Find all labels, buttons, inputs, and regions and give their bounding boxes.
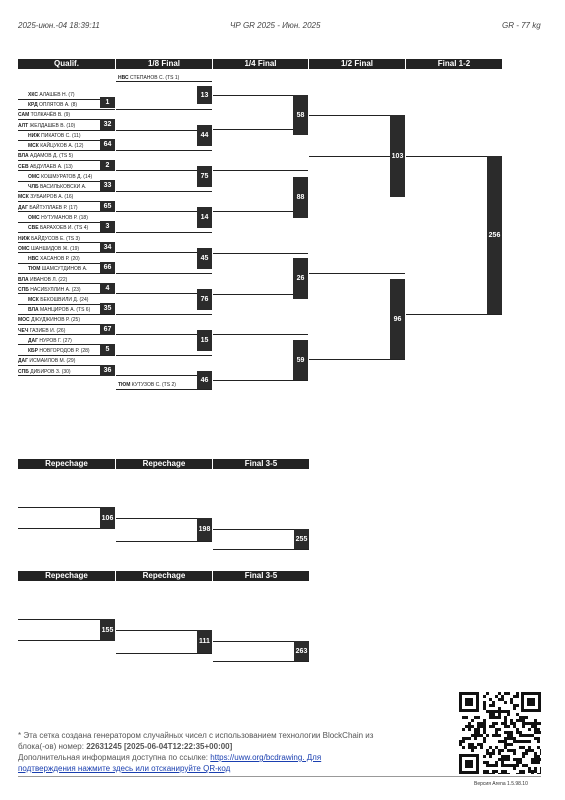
wrestler-name: ТОЛКАЧЁВ В. (9): [30, 112, 71, 118]
match-box-repechage-1[interactable]: 155: [100, 619, 115, 641]
link-suffix[interactable]: . Для: [302, 753, 322, 762]
wrestler-name: НАСИБУЛЛИН А. (23): [30, 287, 81, 293]
match-box-1-2[interactable]: 96: [390, 279, 405, 359]
team-code: ВЛА: [18, 153, 29, 159]
weight-category: GR - 77 kg: [502, 21, 541, 30]
wrestler-entry: [18, 317, 80, 323]
column-final-3-5: Final 3-5: [213, 459, 309, 469]
bracket-line: [18, 191, 115, 192]
bracket-line: [116, 109, 212, 110]
wrestler-name: ХАСАНОВ Р. (20): [40, 256, 80, 262]
wrestler-entry: [28, 174, 92, 180]
match-box-qualif[interactable]: 65: [100, 201, 115, 212]
match-box-1-4[interactable]: 88: [293, 177, 308, 218]
match-box-qualif[interactable]: 35: [100, 303, 115, 314]
bcdrawing-link[interactable]: https://uww.org/bcdrawing: [210, 753, 303, 762]
match-box-qualif[interactable]: 3: [100, 221, 115, 232]
wrestler-name: ЖЕЛДАШЕВ В. (10): [29, 123, 76, 129]
wrestler-entry: [28, 184, 86, 190]
wrestler-name: ДЖУДЖИНОВ Р. (25): [31, 317, 81, 323]
wrestler-name: БАРАХОЕВ И. (TS 4): [39, 225, 89, 231]
bracket-line: [116, 191, 212, 192]
bracket-line: [18, 314, 115, 315]
column-1-2-final: 1/2 Final: [309, 59, 405, 69]
bracket-line: [116, 150, 212, 151]
wrestler-entry: [28, 266, 87, 272]
column-1-4-final: 1/4 Final: [213, 59, 308, 69]
footer-line-2: [18, 741, 448, 752]
column-repechage-1: Repechage: [18, 459, 115, 469]
wrestler-entry: [18, 123, 75, 129]
match-box-final-3-5[interactable]: 255: [294, 529, 309, 549]
confirm-link[interactable]: подтверждения нажмите здесь или отсканируйте QR-код: [18, 764, 231, 773]
team-code: САМ: [18, 112, 30, 118]
match-box-qualif[interactable]: 2: [100, 160, 115, 171]
match-box-qualif[interactable]: 67: [100, 324, 115, 335]
wrestler-name: КОШМУРАТОВ Д. (14): [41, 174, 93, 180]
footer-line-4[interactable]: [18, 763, 448, 774]
match-box-qualif[interactable]: 32: [100, 119, 115, 130]
wrestler-entry: [28, 215, 88, 221]
wrestler-name: НУТУМАНОВ Р. (18): [41, 215, 88, 221]
wrestler-name: ШАМСУТДИНОВ А.: [41, 266, 88, 272]
wrestler-name: НУРОВ Г. (27): [39, 338, 72, 344]
wrestler-entry: [28, 102, 77, 108]
wrestler-entry: [18, 194, 73, 200]
wrestler-name: АЛАШЕВ Н. (7): [39, 92, 75, 98]
column-repechage-2: Repechage: [116, 459, 212, 469]
bracket-line: [18, 273, 115, 274]
bracket-line: [116, 81, 212, 82]
wrestler-entry: [18, 112, 70, 118]
wrestler-entry: [18, 153, 73, 159]
bracket-line: [213, 661, 309, 662]
wrestler-name: КАЙЦУКОВ А. (12): [40, 143, 84, 149]
bracket-line: [213, 170, 308, 171]
wrestler-name: НОВГОРОДОВ Р. (28): [39, 348, 90, 354]
version-label: Версия Arena 1.5.98.10: [474, 781, 528, 787]
team-code: ОМС: [28, 174, 40, 180]
bracket-line: [116, 355, 212, 356]
match-box-qualif[interactable]: 36: [100, 365, 115, 376]
match-box-1-4[interactable]: 59: [293, 340, 308, 380]
team-code: МСК: [28, 297, 39, 303]
team-code: ЧЛБ: [28, 184, 39, 190]
team-code: КРД: [28, 102, 38, 108]
bracket-line: [116, 232, 212, 233]
wrestler-entry: [28, 133, 81, 139]
wrestler-name: БАЙТУЛЛАЕВ Р. (17): [29, 205, 78, 211]
column-final-1-2: Final 1-2: [406, 59, 502, 69]
match-box-1-8[interactable]: 45: [197, 248, 212, 269]
team-code: ТЮМ: [118, 382, 131, 388]
bracket-line: [116, 314, 212, 315]
match-box-1-8[interactable]: 46: [197, 371, 212, 389]
bracket-line: [18, 109, 115, 110]
match-box-qualif[interactable]: 34: [100, 242, 115, 253]
wrestler-name: ЗУБАИРОВ А. (16): [30, 194, 74, 200]
match-box-repechage-2[interactable]: 198: [197, 518, 212, 541]
bracket-line: [406, 314, 502, 315]
wrestler-entry: [28, 256, 80, 262]
team-code: СВЕ: [28, 225, 39, 231]
match-box-final[interactable]: 256: [487, 156, 502, 314]
wrestler-entry: [28, 348, 90, 354]
wrestler-entry: [28, 225, 88, 231]
team-code: ТЮМ: [28, 266, 41, 272]
team-code: ВЛА: [28, 307, 39, 313]
column-qualif: Qualif.: [18, 59, 115, 69]
print-datetime: 2025-июн.-04 18:39:11: [18, 21, 100, 30]
team-code: НВС: [28, 256, 39, 262]
bracket-line: [18, 232, 115, 233]
team-code: МСК: [28, 143, 39, 149]
bracket-line: [213, 253, 308, 254]
match-box-1-4[interactable]: 58: [293, 95, 308, 135]
team-code: ОМС: [28, 215, 40, 221]
footer-link-label: Дополнительная информация доступна по ссылке:: [18, 753, 211, 762]
team-code: АЛТ: [18, 123, 29, 129]
match-box-qualif[interactable]: 64: [100, 139, 115, 150]
bracket-line: [309, 273, 405, 274]
match-box-repechage-2[interactable]: 111: [197, 630, 212, 653]
wrestler-entry: [28, 297, 88, 303]
match-box-1-8[interactable]: 15: [197, 330, 212, 351]
match-box-1-8[interactable]: 44: [197, 125, 212, 146]
team-code: НИЖ: [18, 236, 30, 242]
column-1-8-final: 1/8 Final: [116, 59, 212, 69]
wrestler-name: ИВАНОВ Л. (22): [30, 277, 68, 283]
team-code: СПБ: [18, 369, 29, 375]
bracket-line: [116, 541, 212, 542]
wrestler-name: ПИКАТОВ С. (11): [41, 133, 81, 139]
bracket-line: [18, 150, 115, 151]
footer-line-3: [18, 752, 448, 763]
team-code: СПБ: [18, 287, 29, 293]
wrestler-name: БЕКОШВИЛИ Д. (24): [40, 297, 89, 303]
wrestler-entry: [28, 143, 83, 149]
footer-divider: [18, 776, 541, 777]
match-box-1-4[interactable]: 26: [293, 258, 308, 299]
wrestler-name: ИСМАИЛОВ М. (29): [29, 358, 76, 364]
column-repechage-2: Repechage: [116, 571, 212, 581]
wrestler-name: СТЕПАНОВ С. (TS 1): [130, 75, 180, 81]
event-title: ЧР GR 2025 - Июн. 2025: [230, 21, 321, 30]
column-final-3-5: Final 3-5: [213, 571, 309, 581]
team-code: МОС: [18, 317, 30, 323]
match-box-1-8[interactable]: 13: [197, 86, 212, 104]
bracket-line: [213, 334, 308, 335]
match-box-1-8[interactable]: 14: [197, 207, 212, 228]
bracket-line: [309, 359, 405, 360]
team-code: ВЛА: [18, 277, 29, 283]
wrestler-entry: [28, 307, 90, 313]
wrestler-name: ОПЛЯТОВ А. (8): [39, 102, 78, 108]
team-code: ДАГ: [18, 358, 29, 364]
match-box-qualif[interactable]: 4: [100, 283, 115, 294]
match-box-repechage-1[interactable]: 106: [100, 507, 115, 529]
bracket-line: [116, 653, 212, 654]
bracket-line: [18, 355, 115, 356]
qr-code-icon[interactable]: [459, 692, 541, 774]
team-code: ЧЕЧ: [18, 328, 29, 334]
match-box-qualif[interactable]: 66: [100, 262, 115, 273]
block-id: 22631245 [2025-06-04T12:22:35+00:00]: [86, 742, 233, 751]
wrestler-name: БАЙДУСОВ Е. (TS 3): [31, 236, 80, 242]
team-code: ДАГ: [28, 338, 39, 344]
blockchain-footer: [18, 730, 448, 774]
wrestler-name: ДИБИРОВ З. (30): [30, 369, 71, 375]
footer-block-label: блока(-ов) номер:: [18, 742, 87, 751]
bracket-line: [213, 549, 309, 550]
wrestler-name: АДАМОВ Д. (TS 5): [30, 153, 74, 159]
bracket-line: [116, 273, 212, 274]
wrestler-name: МАНЦИРОВ А. (TS 6): [40, 307, 91, 313]
wrestler-name: ГАЗИЕВ И. (26): [29, 328, 66, 334]
match-box-1-8[interactable]: 76: [197, 289, 212, 310]
footer-line-1: * Эта сетка создана генератором случайных чисел с использованием технологии BlockChain из: [18, 731, 374, 740]
wrestler-name: ШАНШИДОВ Ж. (19): [31, 246, 80, 252]
match-box-qualif[interactable]: 5: [100, 344, 115, 355]
wrestler-name: ВАСИЛЬКОВСКИ А.: [40, 184, 87, 190]
team-code: МСК: [18, 194, 29, 200]
column-repechage-1: Repechage: [18, 571, 115, 581]
wrestler-name: КУТУЗОВ С. (TS 2): [131, 382, 176, 388]
wrestler-entry: [18, 358, 75, 364]
bracket-line: [18, 130, 115, 131]
wrestler-entry: [28, 92, 75, 98]
team-code: КБР: [28, 348, 38, 354]
team-code: ОМС: [18, 246, 30, 252]
team-code: СЕВ: [18, 164, 29, 170]
wrestler-name: АБДУЛАЕВ А. (13): [29, 164, 73, 170]
match-box-qualif[interactable]: 33: [100, 180, 115, 191]
match-box-1-2[interactable]: 103: [390, 115, 405, 197]
match-box-qualif[interactable]: 1: [100, 97, 115, 108]
bottom-seed-entry: [118, 382, 176, 388]
team-code: ХКС: [28, 92, 38, 98]
match-box-final-3-5[interactable]: 263: [294, 641, 309, 661]
bracket-line: [116, 389, 212, 390]
bracket-line: [213, 380, 308, 381]
team-code: ДАГ: [18, 205, 29, 211]
match-box-1-8[interactable]: 75: [197, 166, 212, 187]
team-code: НВС: [118, 75, 129, 81]
team-code: НИЖ: [28, 133, 40, 139]
